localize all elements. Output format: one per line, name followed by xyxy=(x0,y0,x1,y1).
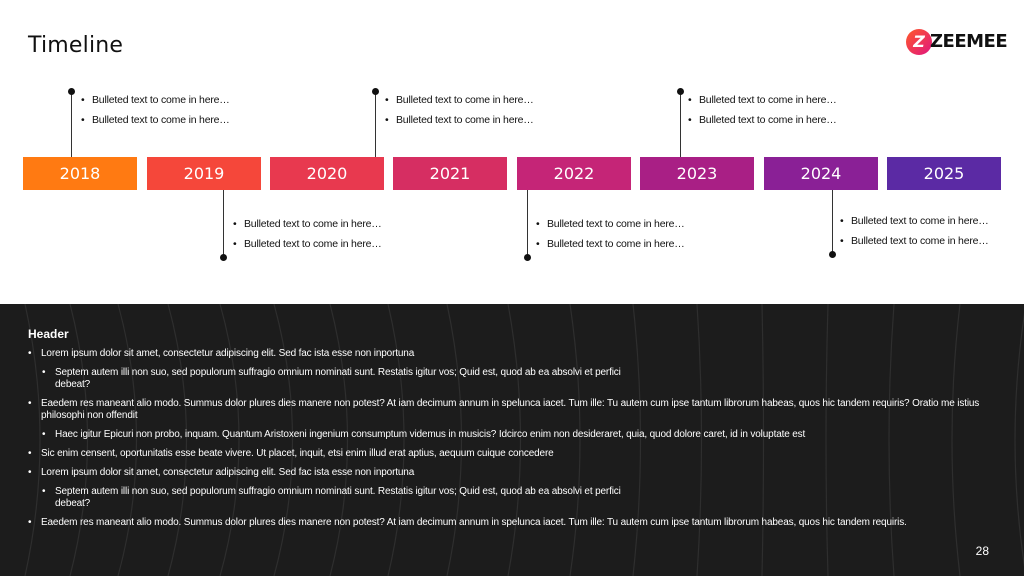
connector-2024 xyxy=(832,190,833,254)
milestone-bullet: • Bulleted text to come in here… xyxy=(233,237,382,257)
connector-dot xyxy=(220,254,227,261)
connector-2022 xyxy=(527,190,528,257)
connector-2018 xyxy=(71,92,72,157)
content-panel xyxy=(0,304,1024,576)
year-2020: 2020 xyxy=(270,157,384,190)
list-item: • Eaedem res maneant alio modo. Summus dolor plures dies manere non potest? At iam decimum annum in spelunca iacet. Tum ille: Tu autem cum ipse tantum librorum habeas, quos hic tandem requiris. xyxy=(28,517,996,529)
year-2023: 2023 xyxy=(640,157,754,190)
milestone-bullet: • Bulleted text to come in here… xyxy=(536,237,685,257)
connector-dot xyxy=(68,88,75,95)
milestone-2024 xyxy=(840,214,989,254)
content-bullets xyxy=(28,348,996,536)
list-item: • Lorem ipsum dolor sit amet, consectetur adipiscing elit. Sed fac ista esse non inportuna xyxy=(28,348,996,360)
list-item: • Septem autem illi non suo, sed populorum suffragio omnium nominati sunt. Restatis igitur vos; Quid est, quod ab ea absolvi et perfici debeat? xyxy=(42,486,635,510)
milestone-2018 xyxy=(81,93,230,133)
list-item: • Septem autem illi non suo, sed populorum suffragio omnium nominati sunt. Restatis igitur vos; Quid est, quod ab ea absolvi et perfici debeat? xyxy=(42,367,635,391)
logo-text: ZEEMEE xyxy=(930,31,1008,52)
milestone-bullet: • Bulleted text to come in here… xyxy=(688,113,837,133)
year-2025: 2025 xyxy=(887,157,1001,190)
year-2019: 2019 xyxy=(147,157,261,190)
milestone-2022 xyxy=(536,217,685,257)
connector-2020 xyxy=(375,92,376,157)
list-item: • Sic enim censent, oportunitatis esse beate vivere. Ut placet, inquit, etsi enim illud erat aptius, aequum cuique concedere xyxy=(28,448,996,460)
year-2018: 2018 xyxy=(23,157,137,190)
logo-mark-icon: Z xyxy=(906,29,932,55)
milestone-bullet: • Bulleted text to come in here… xyxy=(688,93,837,113)
year-2022: 2022 xyxy=(517,157,631,190)
list-item: • Eaedem res maneant alio modo. Summus dolor plures dies manere non potest? At iam decimum annum in spelunca iacet. Tum ille: Tu autem cum ipse tantum librorum habeas, quos hic tandem requiris? Oratio me istius philosophi non offendit xyxy=(28,398,996,422)
connector-2023 xyxy=(680,92,681,157)
milestone-bullet: • Bulleted text to come in here… xyxy=(81,93,230,113)
milestone-bullet: • Bulleted text to come in here… xyxy=(840,234,989,254)
year-2024: 2024 xyxy=(764,157,878,190)
year-2021: 2021 xyxy=(393,157,507,190)
connector-dot xyxy=(524,254,531,261)
milestone-bullet: • Bulleted text to come in here… xyxy=(385,113,534,133)
connector-2019 xyxy=(223,190,224,257)
milestone-bullet: • Bulleted text to come in here… xyxy=(233,217,382,237)
connector-dot xyxy=(829,251,836,258)
page-number: 28 xyxy=(975,544,989,558)
connector-dot xyxy=(677,88,684,95)
list-item: • Haec igitur Epicuri non probo, inquam. Quantum Aristoxeni ingenium consumptum videmus in musicis? Idcirco enim non desideraret, quia, quod dolore caret, id in voluptate est xyxy=(42,429,955,441)
list-item: • Lorem ipsum dolor sit amet, consectetur adipiscing elit. Sed fac ista esse non inportuna xyxy=(28,467,996,479)
milestone-bullet: • Bulleted text to come in here… xyxy=(840,214,989,234)
milestone-2020 xyxy=(385,93,534,133)
milestone-2023 xyxy=(688,93,837,133)
milestone-bullet: • Bulleted text to come in here… xyxy=(536,217,685,237)
connector-dot xyxy=(372,88,379,95)
content-header: Header xyxy=(28,327,69,341)
milestone-2019 xyxy=(233,217,382,257)
milestone-bullet: • Bulleted text to come in here… xyxy=(385,93,534,113)
zeemee-logo xyxy=(906,28,1008,56)
slide-title: Timeline xyxy=(28,33,124,58)
milestone-bullet: • Bulleted text to come in here… xyxy=(81,113,230,133)
